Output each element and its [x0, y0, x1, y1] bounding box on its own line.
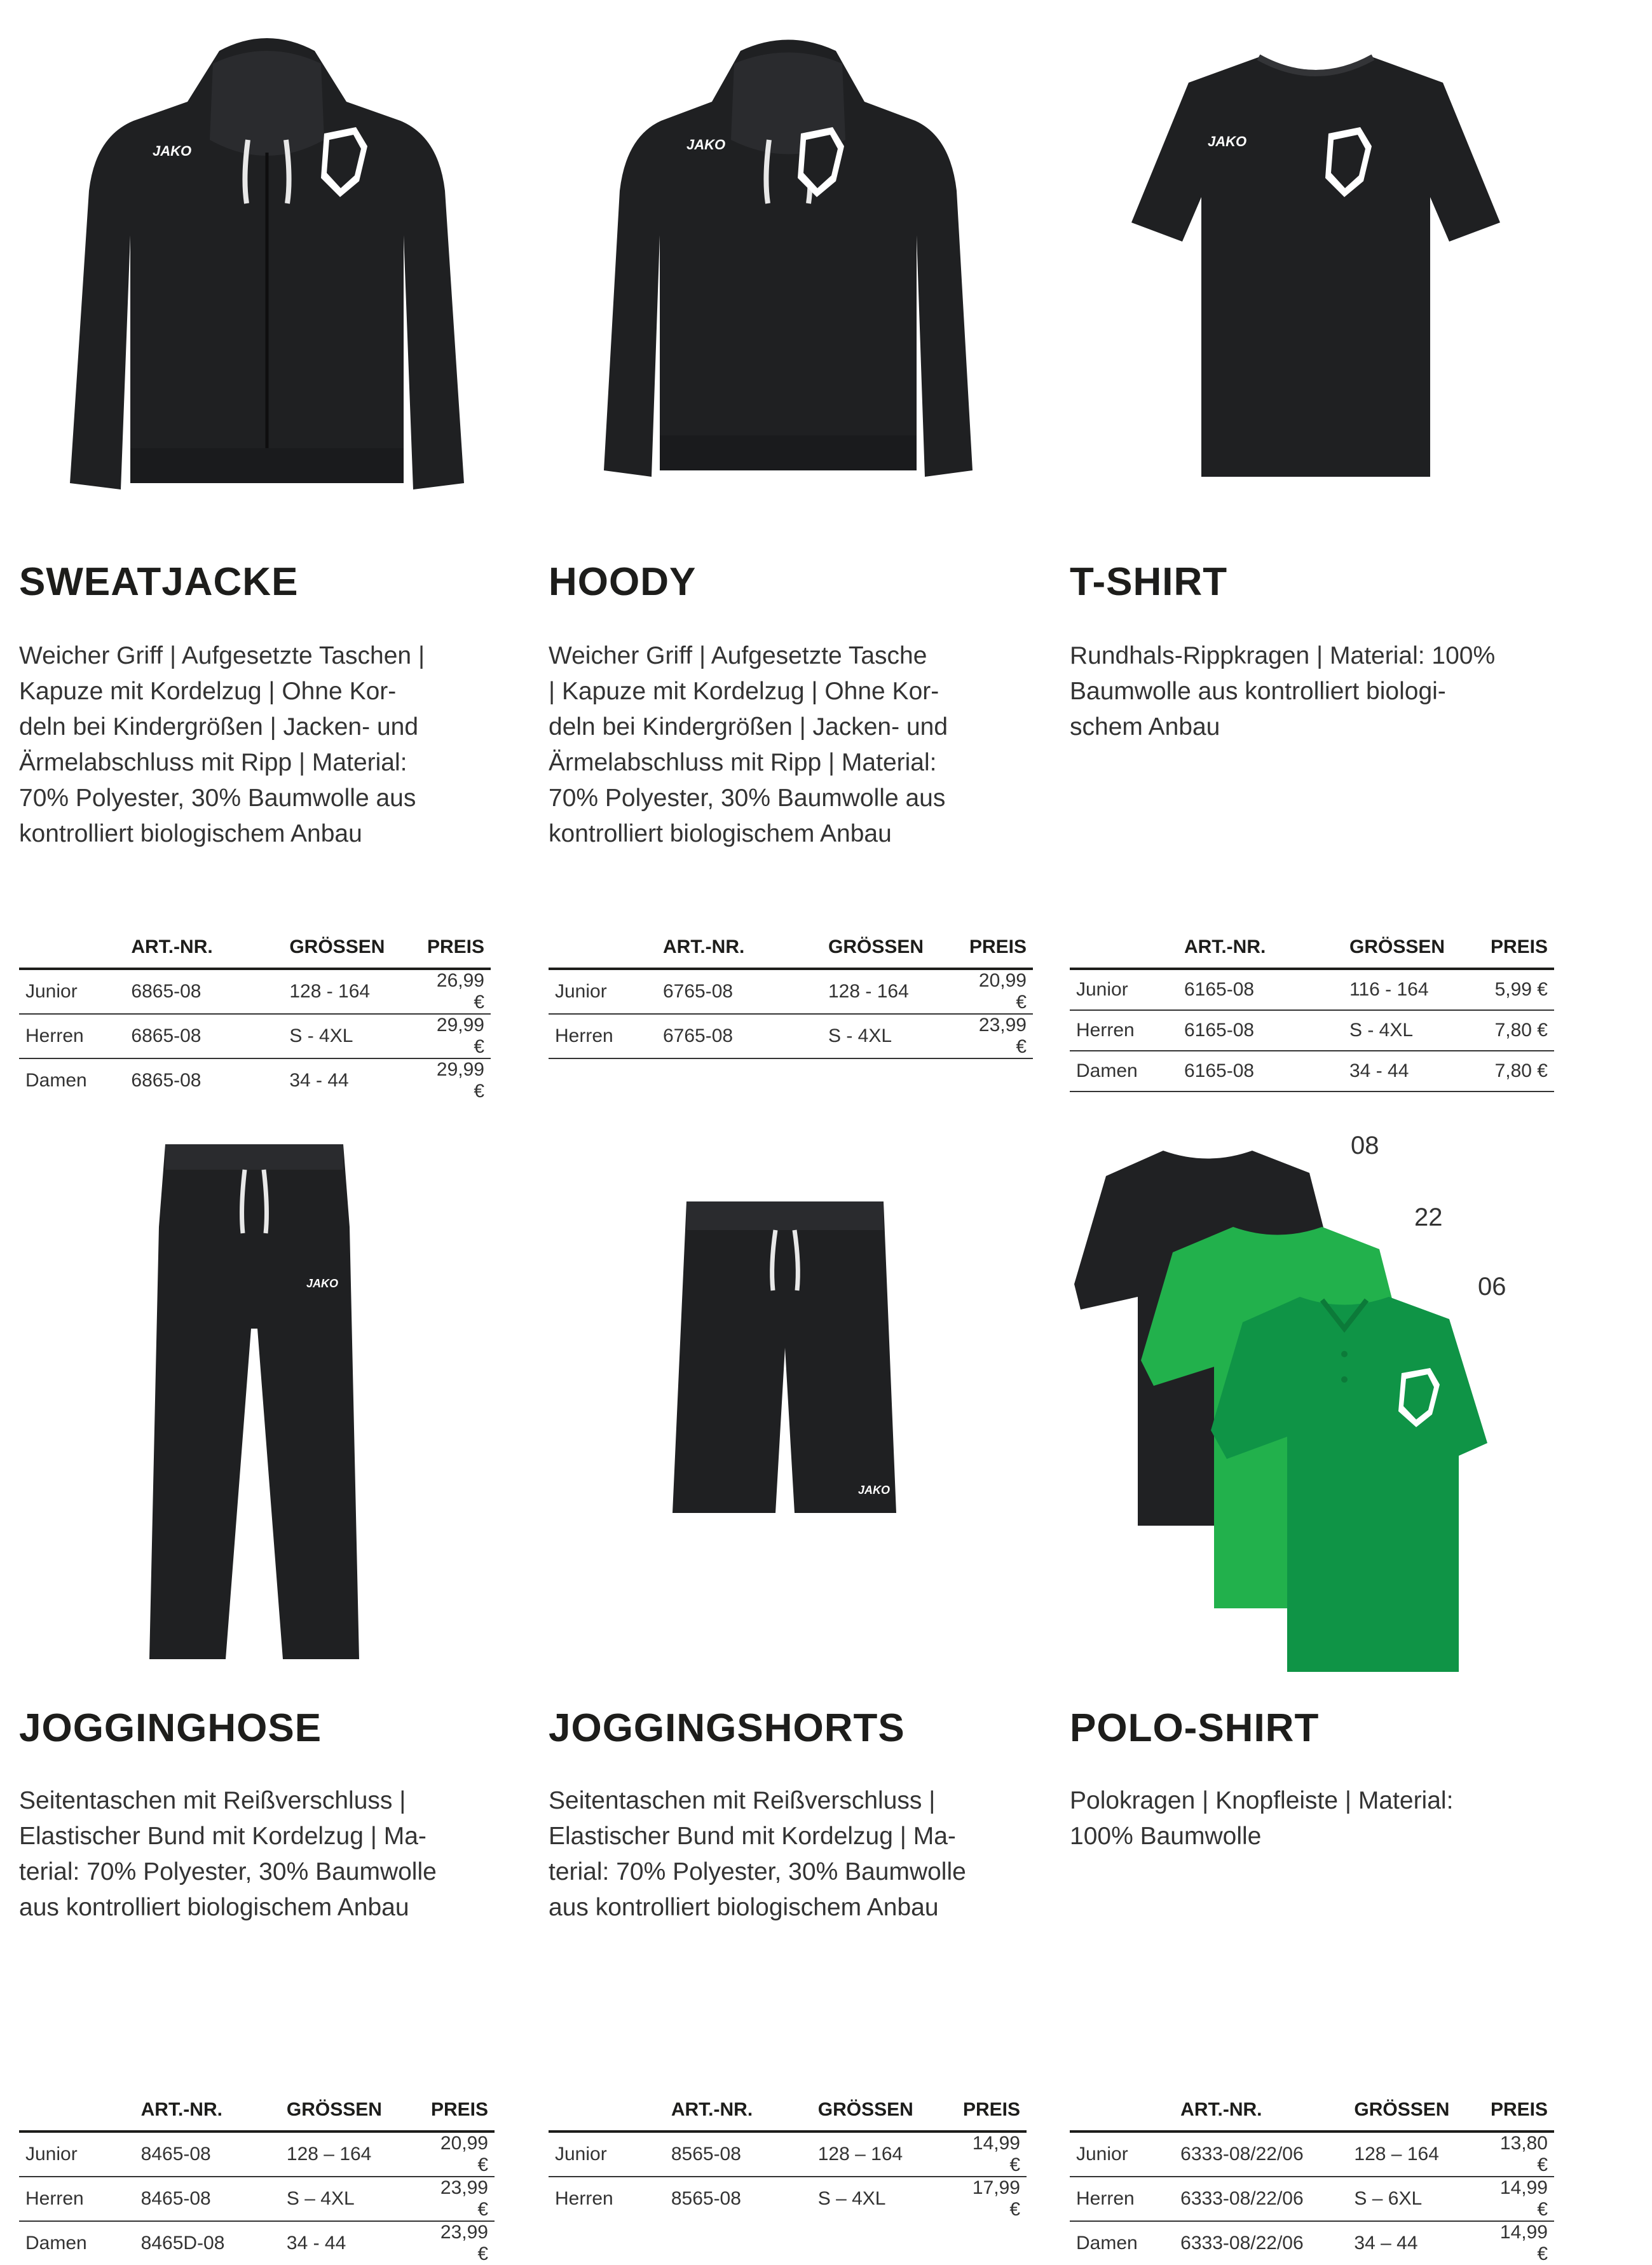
table-row: Damen 6333-08/22/06 34 – 44 14,99 € — [1076, 2222, 1548, 2264]
table-row: Damen 8465D-08 34 - 44 23,99 € — [25, 2222, 488, 2264]
table-row: Herren 6765-08 S - 4XL 23,99 € — [549, 1014, 1033, 1058]
table-row: Herren 8465-08 S – 4XL 23,99 € — [19, 2177, 495, 2221]
table-row: Herren 8565-08 S – 4XL 17,99 € — [555, 2177, 1020, 2220]
price-table-jogginghose — [19, 2090, 495, 2265]
color-variant-08: 08 — [1351, 1132, 1379, 1160]
price-table-polo-shirt — [1070, 2090, 1554, 2265]
svg-text:JAKO: JAKO — [153, 143, 192, 159]
table-row: Junior 6865-08 128 - 164 26,99 € — [19, 969, 491, 1014]
product-description-jogginghose: Seitentaschen mit Reißverschluss | Elastischer Bund mit Kordelzug | Ma- terial: 70% Polyester, 30% Baumwolle aus kontrolliert biologischem Anbau — [19, 1787, 437, 1921]
product-description-sweatjacke: Weicher Griff | Aufgesetzte Taschen | Kapuze mit Kordelzug | Ohne Kor- deln bei Kindergrößen | Jacken- und Ärmelabschluss mit Ripp | Material: 70% Polyester, 30% Baumwolle aus kontrolliert biologischem Anbau — [19, 642, 425, 847]
product-description-polo-shirt: Polokragen | Knopfleiste | Material: 100% Baumwolle — [1070, 1787, 1454, 1850]
product-description-joggingshorts: Seitentaschen mit Reißverschluss | Elastischer Bund mit Kordelzug | Ma- terial: 70% Polyester, 30% Baumwolle aus kontrolliert biologischem Anbau — [549, 1787, 966, 1921]
price-table-t-shirt — [1070, 927, 1554, 1092]
polo-shirt-image — [1068, 1138, 1564, 1678]
product-title-polo-shirt: POLO-SHIRT — [1070, 1706, 1320, 1750]
product-description-t-shirt: Rundhals-Rippkragen | Material: 100% Baumwolle aus kontrolliert biologi- schem Anbau — [1070, 642, 1496, 741]
color-variant-22: 22 — [1414, 1203, 1443, 1231]
color-variant-06: 06 — [1478, 1273, 1506, 1301]
table-row: Herren 6165-08 S - 4XL 7,80 € — [1070, 1010, 1554, 1051]
table-row: Junior 8465-08 128 – 164 20,99 € — [19, 2132, 495, 2177]
table-header-row: ART.-NR. GRÖSSEN PREIS — [1070, 927, 1554, 969]
product-title-jogginghose: JOGGINGHOSE — [19, 1706, 322, 1750]
table-row: Herren 6333-08/22/06 S – 6XL 14,99 € — [1070, 2177, 1554, 2221]
t-shirt-image — [1125, 51, 1506, 483]
product-title-t-shirt: T-SHIRT — [1070, 560, 1228, 604]
table-header-row: ART.-NR. GRÖSSEN PREIS — [1070, 2090, 1554, 2132]
sweatjacke-image — [57, 25, 477, 509]
table-row: Junior 8565-08 128 – 164 14,99 € — [549, 2132, 1027, 2177]
table-row: Damen 6865-08 34 - 44 29,99 € — [25, 1059, 484, 1102]
jogginghose-image — [140, 1138, 369, 1666]
table-row: Junior 6765-08 128 - 164 20,99 € — [549, 969, 1033, 1014]
table-row: Junior 6165-08 116 - 164 5,99 € — [1070, 969, 1554, 1010]
product-title-sweatjacke: SWEATJACKE — [19, 560, 299, 604]
price-table-hoody — [549, 927, 1033, 1059]
product-title-hoody: HOODY — [549, 560, 697, 604]
hoody-image — [591, 32, 985, 509]
svg-text:JAKO: JAKO — [1208, 133, 1247, 149]
svg-text:JAKO: JAKO — [306, 1277, 339, 1290]
joggingshorts-image — [667, 1195, 903, 1519]
svg-text:JAKO: JAKO — [858, 1484, 891, 1496]
price-table-joggingshorts — [549, 2090, 1027, 2221]
price-table-sweatjacke — [19, 927, 491, 1102]
product-title-joggingshorts: JOGGINGSHORTS — [549, 1706, 905, 1750]
table-row: Junior 6333-08/22/06 128 – 164 13,80 € — [1070, 2132, 1554, 2177]
table-row: Damen 6165-08 34 - 44 7,80 € — [1070, 1051, 1554, 1091]
table-row: Herren 6865-08 S - 4XL 29,99 € — [19, 1014, 491, 1058]
table-header-row: ART.-NR. GRÖSSEN PREIS — [549, 927, 1033, 969]
svg-text:JAKO: JAKO — [686, 137, 726, 153]
table-header-row: ART.-NR. GRÖSSEN PREIS — [19, 2090, 495, 2132]
table-header-row: ART.-NR. GRÖSSEN PREIS — [549, 2090, 1027, 2132]
product-description-hoody: Weicher Griff | Aufgesetzte Tasche | Kapuze mit Kordelzug | Ohne Kor- deln bei Kindergrößen | Jacken- und Ärmelabschluss mit Ripp | Material: 70% Polyester, 30% Baumwolle aus kontrolliert biologischem Anbau — [549, 642, 948, 847]
table-header-row: ART.-NR. GRÖSSEN PREIS — [19, 927, 491, 969]
